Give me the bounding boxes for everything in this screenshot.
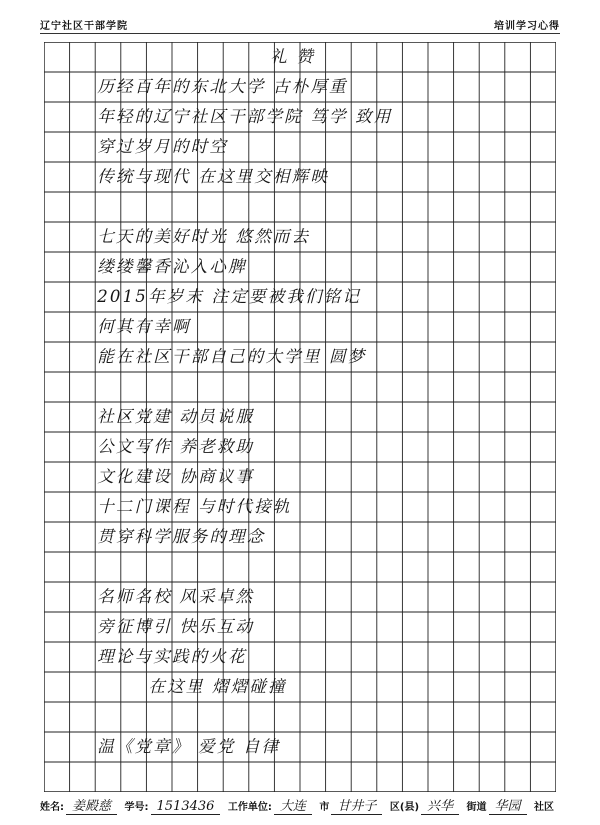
- work-unit-label: 工作单位:: [227, 802, 272, 813]
- poem-line: 七天的美好时光 悠然而去: [97, 227, 311, 246]
- student-id-label: 学号:: [124, 802, 149, 813]
- poem-line: 社区党建 动员说服: [97, 407, 255, 426]
- header-rule: [40, 33, 560, 34]
- poem-line: 名师名校 风采卓然: [97, 587, 255, 606]
- poem-line: 温《党章》 爱党 自律: [97, 737, 281, 756]
- sheet-type: 培训学习心得: [494, 21, 560, 32]
- city-value: 大连: [274, 795, 312, 815]
- poem-title: 礼 赞: [270, 47, 316, 66]
- name-label: 姓名:: [40, 802, 64, 813]
- poem-line: 年轻的辽宁社区干部学院 笃学 致用: [97, 107, 393, 126]
- poem-line: 公文写作 养老救助: [97, 437, 255, 456]
- community-suffix: 社区: [534, 802, 555, 813]
- poem-line: 文化建设 协商议事: [97, 467, 255, 486]
- poem-line: 穿过岁月的时空: [97, 137, 229, 156]
- poem-line: 旁征博引 快乐互动: [97, 617, 255, 636]
- student-id-value: 1513436: [151, 799, 221, 815]
- street-value: 兴华: [421, 795, 459, 815]
- institute-name: 辽宁社区干部学院: [40, 21, 128, 32]
- poem-line: 传统与现代 在这里交相辉映: [97, 167, 330, 186]
- poem-line: 能在社区干部自己的大学里 圆梦: [97, 347, 367, 366]
- district-suffix: 区(县): [389, 802, 420, 813]
- poem-line: 在这里 熠熠碰撞: [148, 677, 287, 696]
- poem-line: 历经百年的东北大学 古朴厚重: [97, 77, 348, 96]
- community-value: 华园: [489, 795, 527, 815]
- poem-line: 何其有幸啊: [97, 317, 191, 336]
- name-value: 姜殿慈: [66, 795, 117, 815]
- poem-line: 理论与实践的火花: [97, 647, 247, 666]
- student-info-footer: [40, 795, 560, 815]
- city-suffix: 市: [319, 802, 330, 813]
- poem-line: 2015年岁末 注定要被我们铭记: [97, 287, 362, 306]
- poem-line: 缕缕馨香沁入心脾: [97, 257, 247, 276]
- poem-line: 十二门课程 与时代接轨: [97, 497, 292, 516]
- poem-line: 贯穿科学服务的理念: [97, 527, 266, 546]
- district-value: 甘井子: [331, 795, 382, 815]
- street-suffix: 街道: [466, 802, 487, 813]
